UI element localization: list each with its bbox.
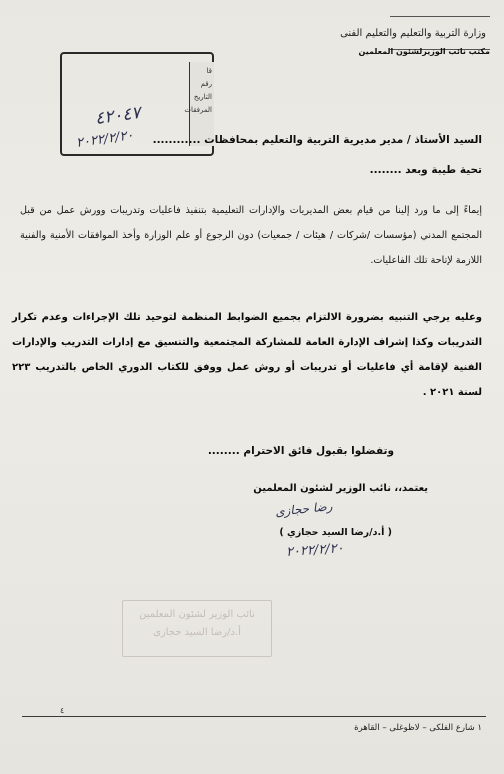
letter-greeting: تحية طيبة وبعد ........ bbox=[369, 164, 482, 176]
faded-official-stamp bbox=[122, 600, 272, 657]
stamp-label: المرفقات bbox=[184, 106, 212, 114]
letter-paragraph-2: وعليه يرجي التنبيه بضرورة الالتزام بجميع الضوابط المنظمة لتوحيد تلك الإجراءات وعدم تكرار التدريبات وكذا إشراف الإدارة العامة للمشاركة المجتمعية والتنسيق مع إدارات التدريب والإدارات الفنية لإقامة أي فاعليات أو تدريبات أو روش عمل ووفق للكتاب الدوري الخاص بالتدريب ٢٢٣ لسنة ٢٠٢١ . bbox=[12, 312, 482, 398]
footer-divider bbox=[22, 716, 486, 717]
handwritten-signature: رضا حجازى bbox=[273, 499, 333, 519]
letter-address: السيد الأستاذ / مدير مديرية التربية والتعليم بمحافظات ............ bbox=[152, 134, 482, 146]
letter-closing: وتفضلوا بقبول فائق الاحترام ........ bbox=[207, 445, 394, 457]
faded-stamp-line: نائب الوزير لشئون المعلمين bbox=[139, 609, 255, 620]
footer-address: ١ شارع الفلكى – لاظوغلى – القاهرة bbox=[354, 723, 482, 733]
signatory-role: يعتمد،، نائب الوزير لشئون المعلمين bbox=[253, 483, 428, 494]
ministry-logo-text: وزارة التربية والتعليم والتعليم الفنى bbox=[340, 27, 486, 39]
stamp-label: رقم bbox=[200, 80, 212, 88]
letter-paragraph-1: إيماءً إلى ما ورد إلينا من قيام بعض المديريات والإدارات التعليمية بتنفيذ فاعليات وتدريبات وورش عمل من قبل المجتمع المدني (مؤسسات /شركات / هيئات / جمعيات) دون الرجوع أو علم الوزارة وأخذ الموافقات الأمنية والفنية اللازمة لإتاحة تلك الفاعليات. bbox=[20, 205, 482, 266]
signature-date: ٢٠٢٢/٢/٢٠ bbox=[285, 541, 345, 560]
signatory-name: ( أ.د/رضا السيد حجازي ) bbox=[279, 527, 392, 538]
faded-stamp-line: أ.د/رضا السيد حجازى bbox=[153, 627, 241, 638]
office-name: مكتب نائب الوزيرلشئون المعلمين bbox=[358, 47, 490, 56]
ministry-logo bbox=[340, 16, 490, 50]
page-number: ٤ bbox=[60, 706, 65, 715]
stamp-label: قا bbox=[206, 67, 212, 75]
stamp-label: التاريخ bbox=[193, 93, 212, 101]
handwritten-date: ٢٠٢٢/٢/٢٠ bbox=[75, 128, 135, 151]
handwritten-number: ٤٢٠٤٧ bbox=[93, 102, 142, 130]
